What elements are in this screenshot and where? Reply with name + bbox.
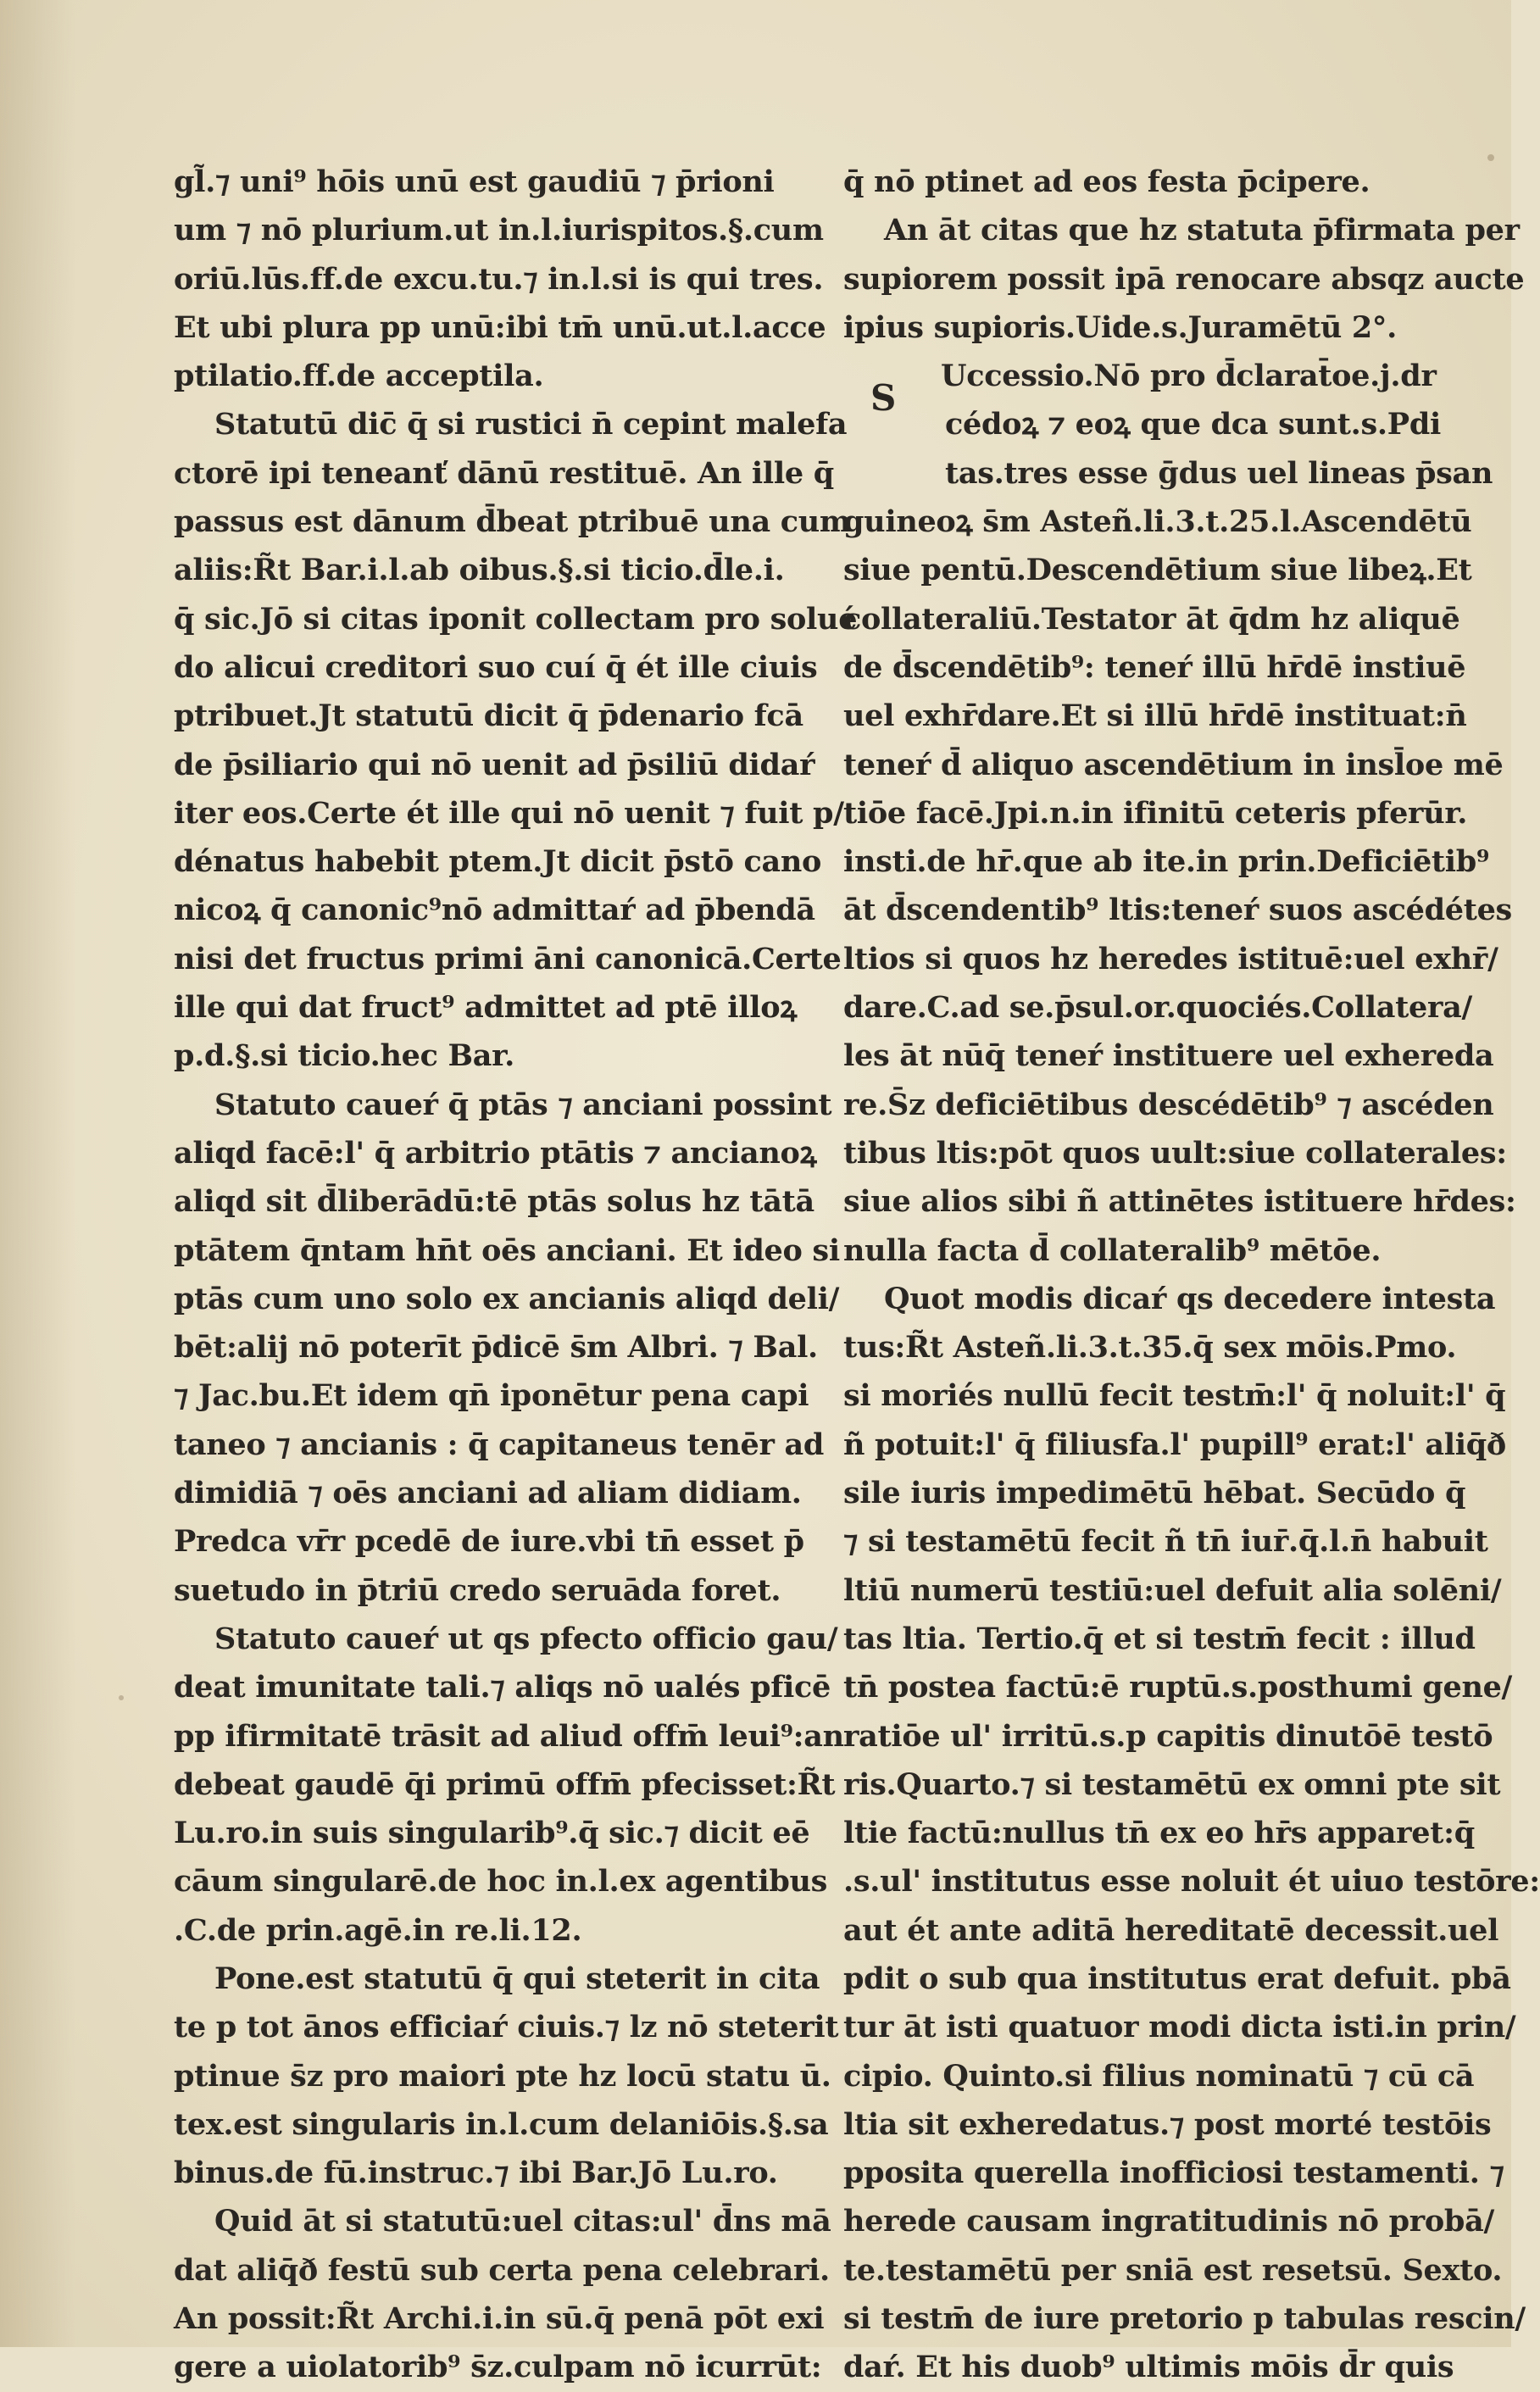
text-line: .s.ul' institutus esse noluit ét uiuo testōre: (843, 1864, 1540, 1900)
text-line: aliis:R̃t Bar.i.l.ab oibus.§.si ticio.d̄le.i. (174, 553, 785, 588)
text-line: dare.C.ad se.p̄sul.or.quociés.Collatera/ (843, 990, 1472, 1026)
text-line: Uccessio.Nō pro d̄clarat̄oe.j.dr (941, 359, 1437, 394)
text-line: pposita querella inofficiosi testamenti. ⁊ (843, 2156, 1504, 2191)
text-line: gl̃.⁊ uni⁹ hōis unū est gaudiū ⁊ p̄rioni (174, 164, 775, 199)
text-line: ptribuet.Jt statutū dicit q̄ p̄denario fcā (174, 698, 803, 734)
text-line: nicoꝝ q̄ canonic⁹nō admittaŕ ad p̄bendā (174, 893, 815, 928)
text-line: iter eos.Certe ét ille qui nō uenit ⁊ fuit p/ (174, 795, 844, 831)
text-line: ltios si quos hz heredes istituē:uel exhr̄/ (843, 941, 1498, 976)
text-line: binus.de fū.instruc.⁊ ibi Bar.Jō Lu.ro. (174, 2156, 778, 2191)
text-line: pdit o sub qua institutus erat defuit. pbā (843, 1961, 1511, 1996)
text-line: Et ubi plura pp unū:ibi tm̄ unū.ut.l.acce (174, 309, 826, 345)
text-line: te p tot ānos efficiaŕ ciuis.⁊ lz nō steterit (174, 2010, 839, 2045)
text-line: si moriés nullū fecit testm̄:l' q̄ noluit:l' q̄ (843, 1378, 1506, 1414)
text-line: tibus ltis:pōt quos uult:siue collaterales: (843, 1135, 1507, 1171)
left-text-column (174, 158, 858, 2392)
paper-blemish (119, 1695, 124, 1700)
text-line: ltie factū:nullus tn̄ ex eo hr̄s apparet:q̄ (843, 1816, 1475, 1851)
text-line: cédoꝝ ⁊ eoꝝ que dca sunt.s.Pdi (945, 407, 1441, 442)
text-line: ⁊ Jac.bu.Et idem qn̄ iponētur pena capi (174, 1378, 809, 1414)
text-line: ptinue s̄z pro maiori pte hz locū statu ū. (174, 2058, 831, 2094)
text-line: An āt citas que hz statuta p̄firmata per (884, 213, 1520, 248)
text-line: ille qui dat fruct⁹ admittet ad ptē illoꝝ (174, 990, 798, 1026)
text-line: Quot modis dicaŕ qs decedere intesta (884, 1281, 1496, 1316)
text-line: āt d̄scendentib⁹ ltis:teneŕ suos ascédétes (843, 893, 1512, 928)
text-line: sile iuris impedimētū hēbat. Secūdo q̄ (843, 1476, 1466, 1511)
text-line: q̄ sic.Jō si citas iponit collectam pro solué (174, 601, 858, 637)
text-line: do alicui creditori suo cuí q̄ ét ille ciuis (174, 649, 818, 685)
text-line: Statuto caueŕ q̄ ptās ⁊ anciani possint (214, 1087, 832, 1122)
text-line: re.S̄z deficiētibus descédētib⁹ ⁊ ascéden (843, 1087, 1494, 1122)
text-line: Predca vr̄r pcedē de iure.vbi tn̄ esset p̄ (174, 1524, 804, 1560)
text-line: herede causam ingratitudinis nō probā/ (843, 2204, 1494, 2239)
text-line: ñ potuit:l' q̄ filiusfa.l' pupill⁹ erat:l' aliq̄ð (843, 1427, 1506, 1462)
text-line: cāum singularē.de hoc in.l.ex agentibus (174, 1864, 828, 1900)
text-line: An possit:R̃t Archi.i.in sū.q̄ penā pōt exi (174, 2301, 825, 2337)
text-line: oriū.lūs.ff.de excu.tu.⁊ in.l.si is qui tres. (174, 261, 824, 297)
text-line: tn̄ postea factū:ē ruptū.s.posthumi gene/ (843, 1670, 1513, 1705)
text-line: .C.de prin.agē.in re.li.12. (174, 1912, 582, 1948)
text-line: q̄ nō ptinet ad eos festa p̄cipere. (843, 164, 1370, 199)
text-line: si testm̄ de iure pretorio p tabulas rescin/ (843, 2301, 1526, 2337)
text-line: suetudo in p̄triū credo seruāda foret. (174, 1572, 781, 1608)
text-line: ipius supioris.Uide.s.Juramētū 2°. (843, 309, 1397, 345)
text-line: tas.tres esse ḡdus uel lineas p̄san (945, 455, 1493, 491)
text-line: ctorē ipi teneanť dānū restituē. An ille q̄ (174, 455, 834, 491)
text-line: supiorem possit ipā renocare absqz aucte (843, 261, 1525, 297)
paper-blemish (1487, 154, 1494, 161)
text-line: tas ltia. Tertio.q̄ et si testm̄ fecit : illud (843, 1621, 1476, 1656)
text-line: nulla facta d̄ collateralib⁹ mētōe. (843, 1232, 1382, 1268)
text-line: dimidiā ⁊ oēs anciani ad aliam didiam. (174, 1476, 802, 1511)
text-line: aliqd sit d̄liberādū:tē ptās solus hz tātā (174, 1184, 814, 1220)
text-line: ltia sit exheredatus.⁊ post morté testōis (843, 2106, 1492, 2142)
text-line: daŕ. Et his duob⁹ ultimis mōis d̄r quis (843, 2350, 1454, 2385)
text-line: ptātem q̄ntam hn̄t oēs anciani. Et ideo si (174, 1232, 840, 1268)
text-line: ptās cum uno solo ex ancianis aliqd deli/ (174, 1281, 840, 1316)
text-line: ptilatio.ff.de acceptila. (174, 359, 544, 394)
text-line: siue alios sibi ñ attinētes istituere hr̄des: (843, 1184, 1516, 1220)
text-line: Lu.ro.in suis singularib⁹.q̄ sic.⁊ dicit eē (174, 1816, 810, 1851)
text-line: ⁊ si testamētū fecit ñ tn̄ iur̄.q̄.l.n̄ habuit (843, 1524, 1488, 1560)
text-line: aut ét ante aditā hereditatē decessit.uel (843, 1912, 1499, 1948)
text-line: gere a uiolatorib⁹ s̄z.culpam nō icurrūt: (174, 2350, 822, 2385)
text-line: te.testamētū per sniā est resetsū. Sexto. (843, 2252, 1503, 2288)
text-line: insti.de hr̄.que ab ite.in prin.Deficiētib⁹ (843, 844, 1489, 880)
text-line: tex.est singularis in.l.cum delaniōis.§.sa (174, 2106, 829, 2142)
text-line: Quid āt si statutū:uel citas:ul' d̄ns mā (214, 2204, 831, 2239)
text-line: taneo ⁊ ancianis : q̄ capitaneus tenēr ad (174, 1427, 825, 1462)
right-text-column (843, 158, 1540, 2392)
text-line: Statuto caueŕ ut qs pfecto officio gau/ (214, 1621, 838, 1656)
text-line: tiōe facē.Jpi.n.in ifinitū ceteris pferūr. (843, 795, 1468, 831)
text-line: tur āt isti quatuor modi dicta isti.in prin/ (843, 2010, 1516, 2045)
text-line: cipio. Quinto.si filius nominatū ⁊ cū cā (843, 2058, 1475, 2094)
text-line: collateraliū.Testator āt q̄dm hz aliquē (843, 601, 1460, 637)
text-line: les āt nūq̄ teneŕ instituere uel exhereda (843, 1038, 1494, 1074)
text-line: de p̄siliario qui nō uenit ad p̄siliū didaŕ (174, 747, 815, 782)
text-line: dénatus habebit ptem.Jt dicit p̄stō cano (174, 844, 822, 880)
text-line: Pone.est statutū q̄ qui steterit in cita (214, 1961, 820, 1996)
text-line: de d̄scendētib⁹: teneŕ illū hr̄dē instiuē (843, 649, 1466, 685)
text-line: uel exhr̄dare.Et si illū hr̄dē instituat:n̄ (843, 698, 1467, 734)
text-line: tus:R̃t Asteñ.li.3.t.35.q̄ sex mōis.Pmo. (843, 1330, 1457, 1366)
text-line: teneŕ d̄ aliquo ascendētium in insl̄oe mē (843, 747, 1504, 782)
text-line: dat aliq̄ð festū sub certa pena celebrari. (174, 2252, 830, 2288)
text-line: bēt:alij nō poterīt p̄dicē s̄m Albri. ⁊ Bal. (174, 1330, 818, 1366)
text-line: pp ifirmitatē trāsit ad aliud offm̄ leui⁹:an (174, 1718, 844, 1754)
text-line: passus est dānum d̄beat ptribuē una cum (174, 504, 851, 540)
text-line: Statutū dic̄ q̄ si rustici n̄ cepint malefa (214, 407, 848, 442)
text-line: p.d.§.si ticio.hec Bar. (174, 1038, 514, 1074)
text-line: ratiōe ul' irritū.s.p capitis dinutōē testō (843, 1718, 1493, 1754)
text-line: deat imunitate tali.⁊ aliqs nō ualés pficē (174, 1670, 831, 1705)
text-line: guineoꝝ s̄m Asteñ.li.3.t.25.l.Ascendētū (843, 504, 1472, 540)
text-line: ris.Quarto.⁊ si testamētū ex omni pte sit (843, 1766, 1501, 1802)
text-line: nisi det fructus primi āni canonicā.Certe (174, 941, 842, 976)
text-line: ltiū numerū testiū:uel defuit alia solēni/ (843, 1572, 1502, 1608)
text-line: aliqd facē:l' q̄ arbitrio ptātis ⁊ ancianoꝝ (174, 1135, 817, 1171)
page-edge-shadow (0, 0, 76, 2347)
text-line: um ⁊ nō plurium.ut in.l.iurispitos.§.cum (174, 213, 824, 248)
drop-cap-guide-letter: S (870, 377, 897, 419)
text-line: siue pentū.Descendētium siue libeꝝ.Et (843, 553, 1472, 588)
text-line: debeat gaudē q̄i primū offm̄ pfecisset:R̃t (174, 1766, 836, 1802)
